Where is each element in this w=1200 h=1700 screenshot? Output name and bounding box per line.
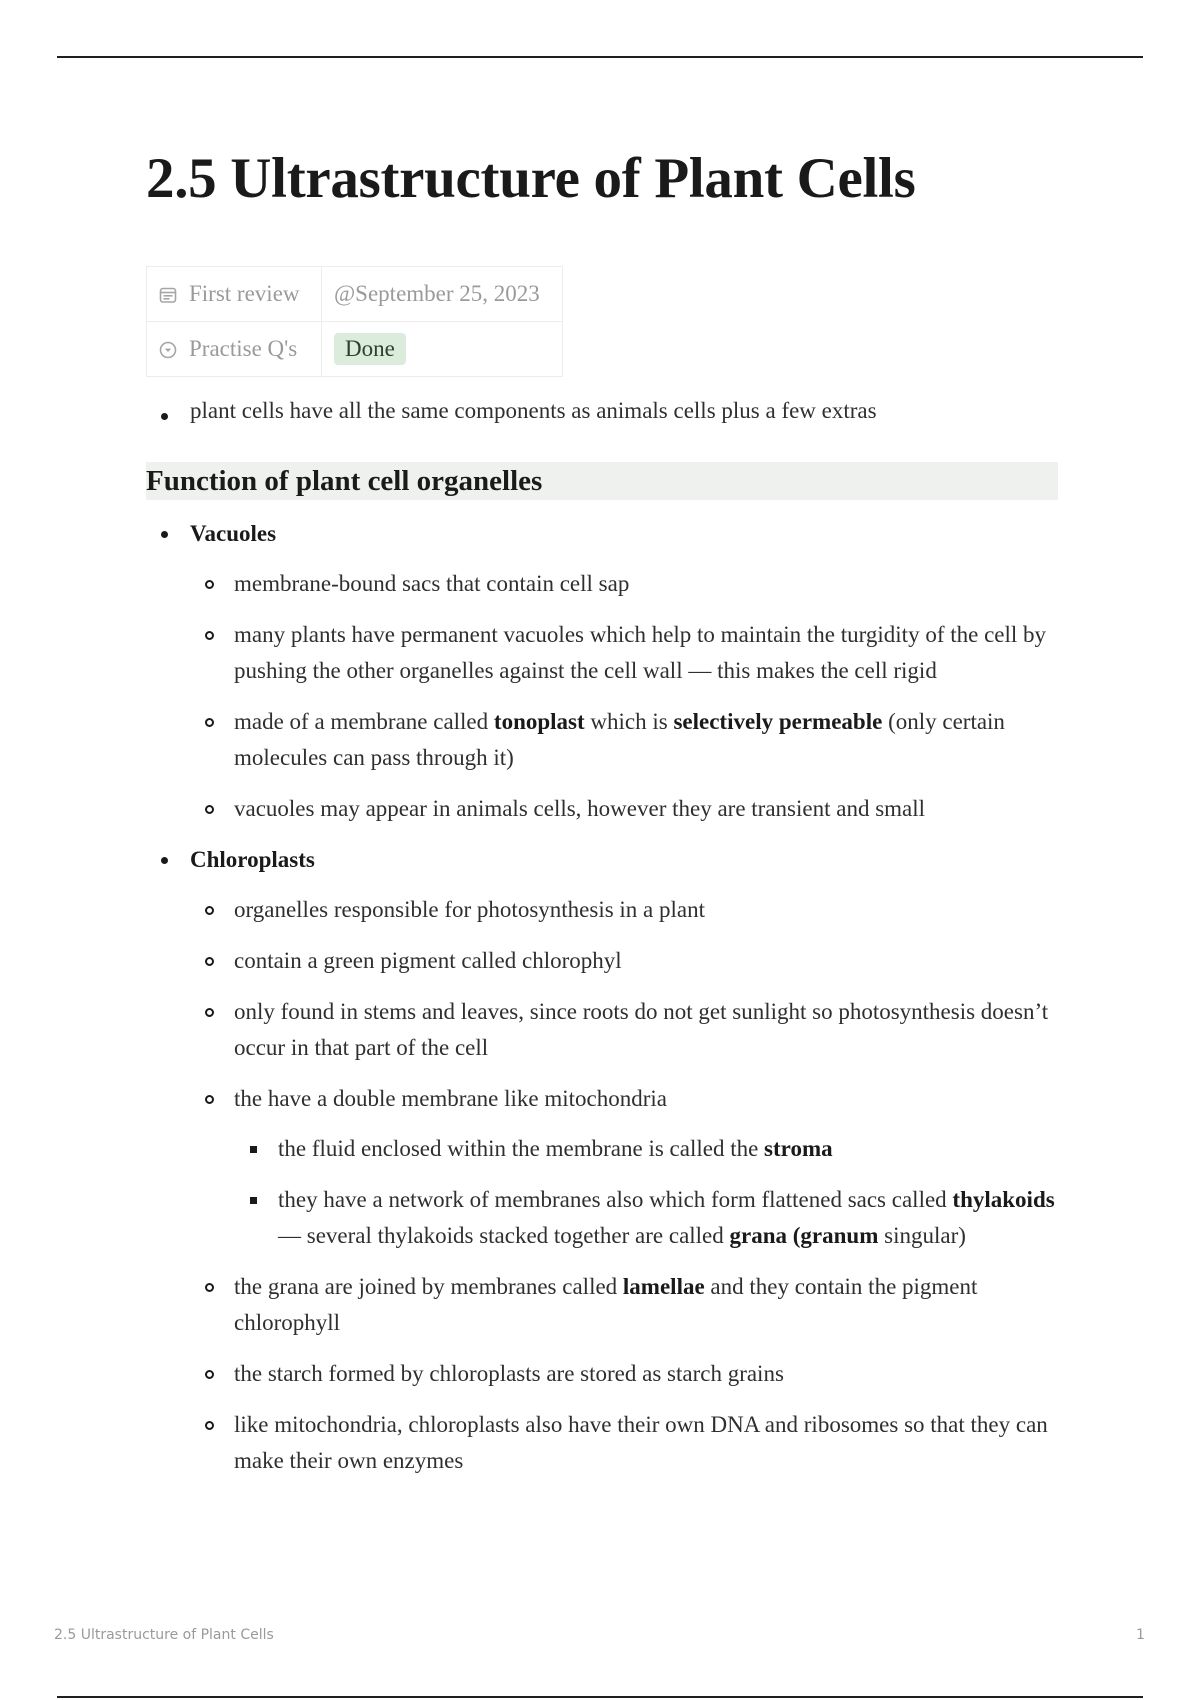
intro-list [146, 398, 1058, 438]
list-item-text: plant cells have all the same components as animals cells plus a few extras [190, 398, 877, 423]
organelle-list [146, 516, 1058, 1494]
calendar-icon [159, 286, 177, 304]
properties-table [146, 266, 563, 377]
bullet-circle-icon [205, 957, 214, 966]
bold-term: selectively permeable [673, 709, 883, 734]
status-badge: Done [334, 333, 406, 365]
organelle-chloroplasts [146, 842, 1058, 1479]
list-item [146, 398, 1058, 424]
list-item [234, 1182, 1058, 1254]
property-label-cell [147, 267, 322, 322]
bold-term: lamellae [622, 1274, 705, 1299]
bullet-circle-icon [205, 718, 214, 727]
property-row-first-review [147, 267, 563, 322]
page-title: 2.5 Ultrastructure of Plant Cells [146, 147, 916, 210]
list-item [234, 1131, 1058, 1167]
list-item [190, 791, 1058, 827]
bullet-circle-icon [205, 1370, 214, 1379]
chloroplasts-sublist [190, 892, 1058, 1479]
property-label: First review [189, 281, 300, 306]
list-item [190, 1407, 1058, 1479]
property-value-status[interactable] [322, 322, 563, 377]
list-item-text: only found in stems and leaves, since roots do not get sunlight so photosynthesis doesn’t occur in that part of the cell [234, 999, 1049, 1060]
property-row-practise-qs [147, 322, 563, 377]
list-item [190, 943, 1058, 979]
text-run: — several thylakoids stacked together are called [278, 1223, 730, 1248]
list-item [190, 566, 1058, 602]
vacuoles-sublist [190, 566, 1058, 827]
text-run: and they contain the pigment chlorophyll [234, 1274, 978, 1335]
list-item [190, 892, 1058, 928]
membrane-sublist [234, 1131, 1058, 1254]
bullet-circle-icon [205, 1421, 214, 1430]
list-item-text: the starch formed by chloroplasts are stored as starch grains [234, 1361, 784, 1386]
list-item [190, 704, 1058, 776]
section-heading: Function of plant cell organelles [146, 462, 1058, 500]
bold-term: tonoplast [493, 709, 585, 734]
text-run: which is [584, 709, 674, 734]
list-item-text: vacuoles may appear in animals cells, however they are transient and small [234, 796, 926, 821]
list-item [190, 994, 1058, 1066]
text-run: singular) [878, 1223, 966, 1248]
bullet-circle-icon [205, 906, 214, 915]
list-item-text: many plants have permanent vacuoles which help to maintain the turgidity of the cell by pushing the other organelles against the cell wall — this makes the cell rigid [234, 622, 1047, 683]
text-run: (only certain molecules can pass through it) [234, 709, 1005, 770]
bullet-circle-icon [205, 580, 214, 589]
list-item-text: organelles responsible for photosynthesis in a plant [234, 897, 705, 922]
list-item-text: like mitochondria, chloroplasts also have their own DNA and ribosomes so that they can make their own enzymes [234, 1412, 1048, 1473]
property-label: Practise Q's [189, 336, 298, 361]
bottom-rule [57, 1696, 1143, 1698]
list-item [190, 617, 1058, 689]
bullet-square-icon [250, 1197, 257, 1204]
footer-doc-title: 2.5 Ultrastructure of Plant Cells [54, 1627, 274, 1643]
property-value-date[interactable]: @September 25, 2023 [322, 267, 563, 322]
bullet-circle-icon [205, 1008, 214, 1017]
organelle-title: Vacuoles [190, 521, 277, 546]
bold-term: stroma [764, 1136, 833, 1161]
bullet-square-icon [250, 1146, 257, 1153]
bullet-circle-icon [205, 1283, 214, 1292]
bullet-circle-icon [205, 1095, 214, 1104]
bullet-dot-icon [161, 531, 168, 538]
list-item-text: contain a green pigment called chlorophyl [234, 948, 622, 973]
footer-page-number: 1 [1136, 1627, 1145, 1643]
list-item [190, 1081, 1058, 1254]
bullet-circle-icon [205, 631, 214, 640]
list-item [190, 1269, 1058, 1341]
list-item-text: membrane-bound sacs that contain cell sap [234, 571, 630, 596]
organelle-title: Chloroplasts [190, 847, 315, 872]
bold-term: thylakoids [952, 1187, 1055, 1212]
status-icon [159, 341, 177, 359]
bold-term: grana (granum [729, 1223, 879, 1248]
organelle-vacuoles [146, 516, 1058, 827]
text-run: made of a membrane called [234, 709, 494, 734]
bullet-circle-icon [205, 805, 214, 814]
list-item [190, 1356, 1058, 1392]
top-rule [57, 56, 1143, 58]
text-run: they have a network of membranes also which form flattened sacs called [278, 1187, 953, 1212]
bullet-dot-icon [161, 413, 168, 420]
bullet-dot-icon [161, 857, 168, 864]
text-run: the fluid enclosed within the membrane is called the [278, 1136, 765, 1161]
text-run: the grana are joined by membranes called [234, 1274, 623, 1299]
list-item-text: the have a double membrane like mitochondria [234, 1086, 668, 1111]
property-label-cell [147, 322, 322, 377]
